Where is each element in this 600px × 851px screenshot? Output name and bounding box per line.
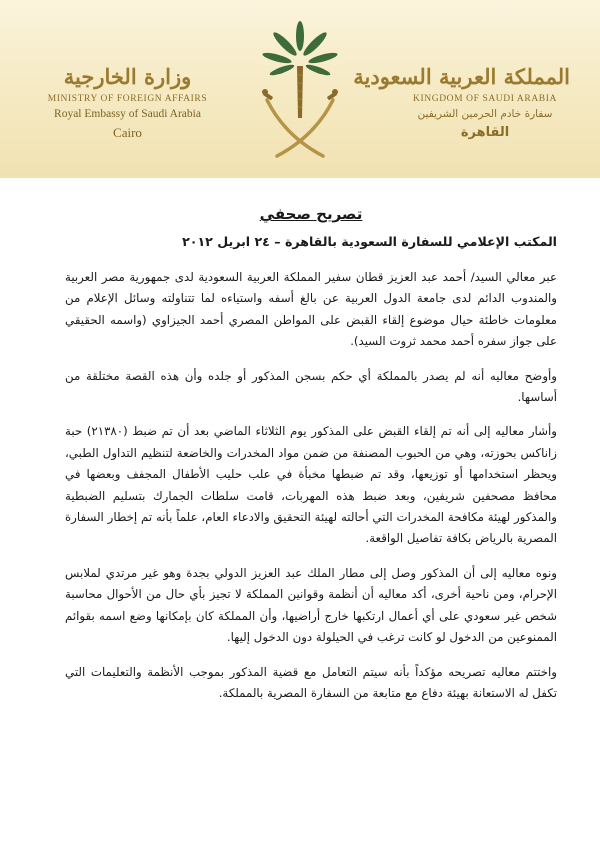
- paragraph: واختتم معاليه تصريحه مؤكداً بأنه سيتم التعامل مع قضية المذكور بموجب الأنظمة والتعليمات التي تكفل له الاستعانة بهيئة دفاع مع متابعة من السفارة المصرية بالمملكة.: [65, 664, 557, 700]
- letterhead-kingdom-block: [353, 62, 570, 144]
- ministry-name-english: MINISTRY OF FOREIGN AFFAIRS: [47, 94, 208, 104]
- city-arabic: القاهرة: [460, 125, 510, 140]
- embassy-name-arabic: سفارة خادم الحرمين الشريفين: [417, 108, 553, 120]
- ministry-name-arabic: وزارة الخارجية: [63, 64, 192, 89]
- paragraph: وأشار معاليه إلى أنه تم إلقاء القبض على المذكور يوم الثلاثاء الماضي بعد أن تم ضبط (٢١٣٨٠) حبة زاناكس بحوزته، وهي من الحبوب المصنفة من ضمن مواد المخدرات والخاضعة لتنظيم التداول الطبي، ويحظر استخدامها أو توزيعها، وقد تم ضبطها مخبأة في علب حليب الأطفال المجفف وبعضها في محافظ مصحفين شريفين، وبعد ضبط هذه المهربات، قامت سلطات الجمارك بتسليم الضبطية والمذكور لهيئة مكافحة المخدرات التي أحالته لهيئة التحقيق والادعاء العام، علماً بأنه تم إخطار السفارة المصرية بالرياض بكافة تفاصيل الواقعة.: [65, 424, 557, 546]
- city-english: Cairo: [113, 125, 142, 140]
- press-release-body: [65, 178, 557, 838]
- letterhead: [0, 0, 600, 178]
- paragraph: وأوضح معاليه أنه لم يصدر بالمملكة أي حكم بسجن المذكور أو جلده وأن هذه القصة مختلقة من أساسها.: [65, 368, 557, 405]
- document-title: تصريح صحفي: [259, 205, 363, 223]
- letterhead-ministry-block: [40, 62, 215, 143]
- saudi-emblem-icon: [255, 18, 345, 168]
- document-dateline: المكتب الإعلامي للسفارة السعودية بالقاهرة – ٢٤ ابريل ٢٠١٢: [182, 234, 557, 249]
- paragraph: عبر معالي السيد/ أحمد عبد العزيز قطان سفير المملكة العربية السعودية لدى جمهورية مصر العربية والمندوب الدائم لدى جامعة الدول العربية عن بالغ أسفه واستياءه لما تتناولته وسائل الإعلام من معلومات خاطئة حيال موضوع إلقاء القبض على المواطن المصري أحمد الجيزاوي (واسمه الحقيقي على جواز سفره أحمد محمد ثروت السيد).: [65, 270, 557, 349]
- kingdom-name-english: KINGDOM OF SAUDI ARABIA: [413, 94, 557, 104]
- paragraph: ونوه معاليه إلى أن المذكور وصل إلى مطار الملك عبد العزيز الدولي بجدة وهو غير مرتدي لملابس الإحرام، ومن ناحية أخرى، أكد معاليه أن أنظمة وقوانين المملكة لا تجيز بأي حال من الأحوال محاسبة شخص غير سعودي على أي أعمال ارتكبها خارج أراضيها، وأن المملكة كان بإمكانها وضع اسمه بقوائم الممنوعين من الدخول لو كانت ترغب في الحيلولة دون الدخول إليها.: [65, 565, 557, 645]
- embassy-name-english: Royal Embassy of Saudi Arabia: [54, 108, 201, 120]
- kingdom-name-arabic: المملكة العربية السعودية: [353, 64, 570, 89]
